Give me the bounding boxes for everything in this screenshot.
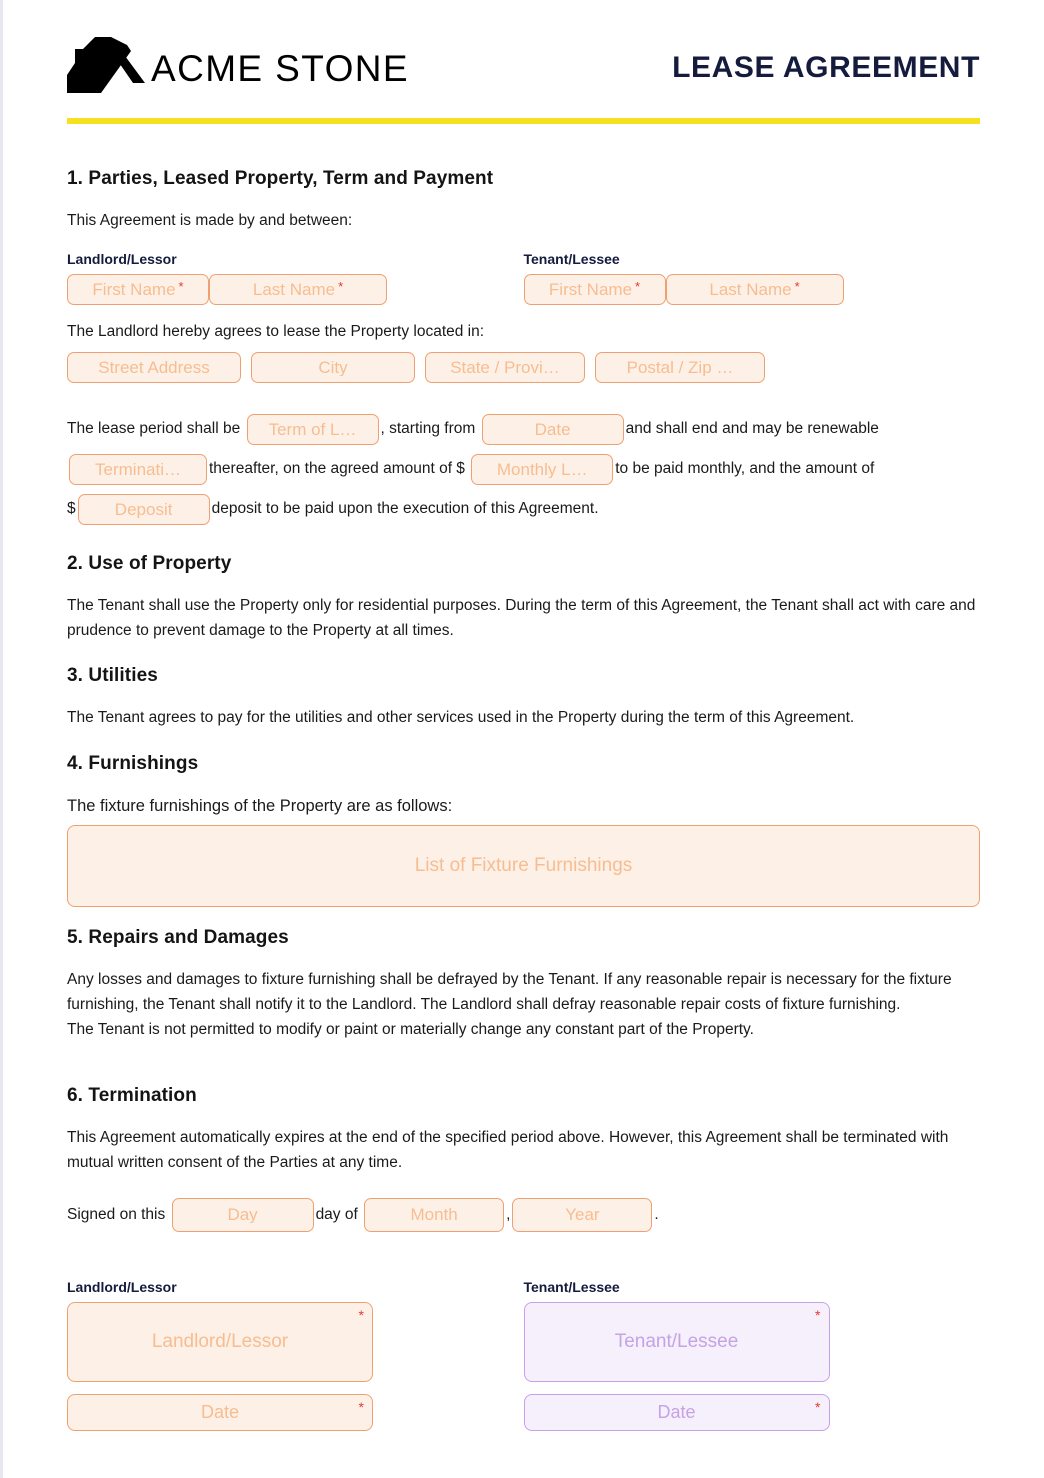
section-5-body-2: The Tenant is not permitted to modify or paint or materially change any constant part of the Property. (67, 1021, 754, 1039)
lease-terms-paragraph (67, 409, 980, 529)
tenant-signature-placeholder: Tenant/Lessee (614, 1330, 739, 1352)
signed-text-1: Signed on this (67, 1205, 166, 1223)
fixture-furnishings-textarea[interactable] (67, 825, 980, 907)
section-4-heading: 4. Furnishings (67, 752, 199, 774)
postal-zip-input[interactable]: Postal / Zip … (595, 352, 765, 383)
landlord-name-row (67, 274, 524, 305)
section-6-heading: 6. Termination (67, 1084, 197, 1106)
signed-month-input[interactable]: Month (364, 1198, 504, 1232)
termination-input[interactable]: Terminati… (69, 454, 207, 485)
section-4-intro: The fixture furnishings of the Property are as follows: (67, 796, 453, 815)
tenant-first-name-input[interactable]: First Name * (524, 274, 666, 305)
stone-house-logo-icon (67, 37, 145, 99)
tenant-signature-column (524, 1279, 981, 1431)
tenant-last-name-input[interactable]: Last Name * (666, 274, 844, 305)
section-1-intro: This Agreement is made by and between: (67, 212, 353, 229)
brand-name: ACME STONE (151, 47, 409, 89)
lease-text-7: deposit to be paid upon the execution of this Agreement. (211, 500, 599, 518)
required-asterisk: * (178, 279, 184, 295)
signed-text-3: , (506, 1205, 511, 1223)
lease-text-6: $ (67, 500, 76, 518)
signed-day-input[interactable]: Day (172, 1198, 314, 1232)
section-2-heading: 2. Use of Property (67, 553, 232, 575)
property-location-intro: The Landlord hereby agrees to lease the Property located in: (67, 323, 485, 341)
section-3-heading: 3. Utilities (67, 665, 158, 687)
lease-text-4: thereafter, on the agreed amount of $ (209, 460, 465, 478)
lease-text-1: The lease period shall be (67, 420, 241, 438)
landlord-signature-label: Landlord/Lessor (67, 1278, 177, 1295)
tenant-name-row (524, 274, 981, 305)
state-province-input[interactable]: State / Provi… (425, 352, 585, 383)
document-header (67, 0, 980, 118)
lease-text-5: to be paid monthly, and the amount of (615, 460, 875, 478)
required-asterisk: * (338, 279, 344, 295)
signed-on-line (67, 1195, 980, 1235)
signed-text-2: day of (315, 1205, 358, 1223)
landlord-signature-box[interactable] (67, 1302, 373, 1382)
tenant-date-input[interactable] (524, 1394, 830, 1431)
signed-text-4: . (654, 1205, 659, 1223)
required-asterisk: * (815, 1306, 821, 1323)
landlord-first-name-input[interactable]: First Name * (67, 274, 209, 305)
landlord-signature-column (67, 1279, 524, 1431)
section-5-heading: 5. Repairs and Damages (67, 927, 289, 949)
landlord-signature-placeholder: Landlord/Lessor (151, 1330, 289, 1352)
accent-divider (67, 118, 980, 124)
signature-area (67, 1279, 980, 1431)
tenant-date-placeholder: Date (657, 1401, 696, 1422)
deposit-input[interactable]: Deposit (78, 494, 210, 525)
start-date-input[interactable]: Date (482, 414, 624, 445)
tenant-label: Tenant/Lessee (523, 251, 620, 268)
section-1-heading: 1. Parties, Leased Property, Term and Payment (67, 168, 494, 189)
brand-lockup (67, 37, 409, 99)
tenant-signature-box[interactable] (524, 1302, 830, 1382)
required-asterisk: * (635, 279, 641, 295)
landlord-date-input[interactable] (67, 1394, 373, 1431)
required-asterisk: * (358, 1306, 364, 1323)
required-asterisk: * (794, 279, 800, 295)
required-asterisk: * (358, 1398, 364, 1415)
term-of-lease-input[interactable]: Term of L… (247, 414, 379, 445)
landlord-last-name-input[interactable]: Last Name * (209, 274, 387, 305)
landlord-date-placeholder: Date (200, 1401, 240, 1422)
lease-text-2: , starting from (380, 420, 476, 438)
section-5-body-1: Any losses and damages to fixture furnishing shall be defrayed by the Tenant. If any reasonable repair is necessary for the fixture furnishing, the Tenant shall notify it to the Landlord. The Landlord shall defray reasonable repair costs of fixture furnishing. (67, 971, 952, 1014)
landlord-label: Landlord/Lessor (67, 251, 177, 268)
tenant-signature-label: Tenant/Lessee (523, 1278, 620, 1295)
street-address-input[interactable]: Street Address (67, 352, 241, 383)
page-title: LEASE AGREEMENT (672, 51, 980, 84)
city-input[interactable]: City (251, 352, 415, 383)
required-asterisk: * (815, 1398, 821, 1415)
monthly-lease-input[interactable]: Monthly L… (471, 454, 613, 485)
address-row (67, 352, 980, 383)
section-6-body: This Agreement automatically expires at the end of the specified period above. However, this Agreement shall be terminated with mutual written consent of the Parties at any time. (67, 1128, 949, 1171)
lease-text-3: and shall end and may be renewable (625, 420, 879, 438)
fixture-furnishings-placeholder: List of Fixture Furnishings (414, 855, 633, 877)
section-2-body: The Tenant shall use the Property only for residential purposes. During the term of this Agreement, the Tenant shall act with care and prudence to prevent damage to the Property at all times. (67, 597, 976, 640)
signed-year-input[interactable]: Year (512, 1198, 652, 1232)
section-3-body: The Tenant agrees to pay for the utilities and other services used in the Property during the term of this Agreement. (67, 709, 855, 727)
